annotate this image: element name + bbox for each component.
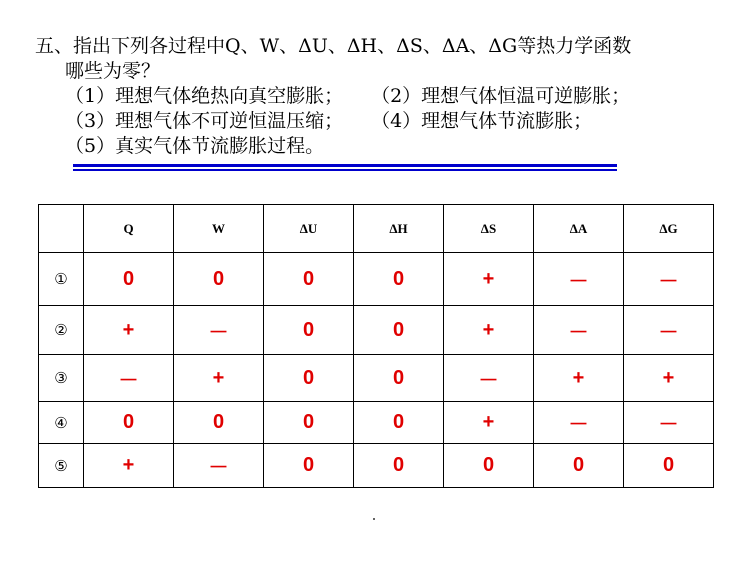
cell-w: + <box>174 355 264 402</box>
question-item-3: （3）理想气体不可逆恒温压缩； <box>65 110 344 132</box>
cell-delta-s: + <box>444 253 534 306</box>
question-line-1: 五、指出下列各过程中Q、W、ΔU、ΔH、ΔS、ΔA、ΔG等热力学函数 <box>35 35 632 57</box>
question-item-4: （4）理想气体节流膨胀； <box>371 110 593 132</box>
table-row <box>39 444 714 488</box>
question-item-1: （1）理想气体绝热向真空膨胀； <box>65 85 344 107</box>
cell-w: － <box>174 306 264 355</box>
row-label: ③ <box>39 355 84 402</box>
cell-delta-u: 0 <box>264 444 354 488</box>
cell-w: 0 <box>174 253 264 306</box>
cell-delta-s: － <box>444 355 534 402</box>
row-label: ① <box>39 253 84 306</box>
cell-delta-u: 0 <box>264 306 354 355</box>
table-row <box>39 253 714 306</box>
table-row <box>39 402 714 444</box>
header-delta-g: ΔG <box>624 205 714 253</box>
answer-table <box>38 204 714 488</box>
question-item-2: （2）理想气体恒温可逆膨胀； <box>371 85 631 107</box>
page-dot-mark <box>373 518 375 520</box>
cell-q: － <box>84 355 174 402</box>
cell-delta-g: － <box>624 306 714 355</box>
header-delta-h: ΔH <box>354 205 444 253</box>
question-item-5: （5）真实气体节流膨胀过程。 <box>65 135 325 157</box>
cell-delta-a: 0 <box>534 444 624 488</box>
cell-q: + <box>84 444 174 488</box>
table-header-row <box>39 205 714 253</box>
cell-w: － <box>174 444 264 488</box>
cell-delta-h: 0 <box>354 444 444 488</box>
cell-delta-g: 0 <box>624 444 714 488</box>
cell-delta-g: + <box>624 355 714 402</box>
cell-delta-a: － <box>534 306 624 355</box>
table-corner-cell <box>39 205 84 253</box>
cell-q: 0 <box>84 253 174 306</box>
cell-delta-a: － <box>534 402 624 444</box>
question-text <box>35 34 631 159</box>
cell-delta-g: － <box>624 253 714 306</box>
row-label: ⑤ <box>39 444 84 488</box>
divider-rule-top <box>73 164 617 167</box>
cell-delta-s: + <box>444 402 534 444</box>
cell-q: + <box>84 306 174 355</box>
header-delta-s: ΔS <box>444 205 534 253</box>
cell-delta-s: + <box>444 306 534 355</box>
question-line-2: 哪些为零？ <box>65 60 161 82</box>
cell-delta-u: 0 <box>264 402 354 444</box>
header-q: Q <box>84 205 174 253</box>
question-items-row-3 <box>35 134 631 159</box>
question-items-row-2 <box>35 109 631 134</box>
header-delta-a: ΔA <box>534 205 624 253</box>
table-row <box>39 355 714 402</box>
row-label: ② <box>39 306 84 355</box>
table-row <box>39 306 714 355</box>
cell-delta-h: 0 <box>354 402 444 444</box>
cell-delta-u: 0 <box>264 253 354 306</box>
cell-delta-h: 0 <box>354 253 444 306</box>
cell-delta-u: 0 <box>264 355 354 402</box>
header-w: W <box>174 205 264 253</box>
cell-w: 0 <box>174 402 264 444</box>
cell-delta-h: 0 <box>354 355 444 402</box>
row-label: ④ <box>39 402 84 444</box>
question-items-row-1 <box>35 84 631 109</box>
cell-delta-h: 0 <box>354 306 444 355</box>
cell-delta-g: － <box>624 402 714 444</box>
divider-rule-bottom <box>73 169 617 171</box>
cell-q: 0 <box>84 402 174 444</box>
header-delta-u: ΔU <box>264 205 354 253</box>
cell-delta-s: 0 <box>444 444 534 488</box>
cell-delta-a: + <box>534 355 624 402</box>
cell-delta-a: － <box>534 253 624 306</box>
